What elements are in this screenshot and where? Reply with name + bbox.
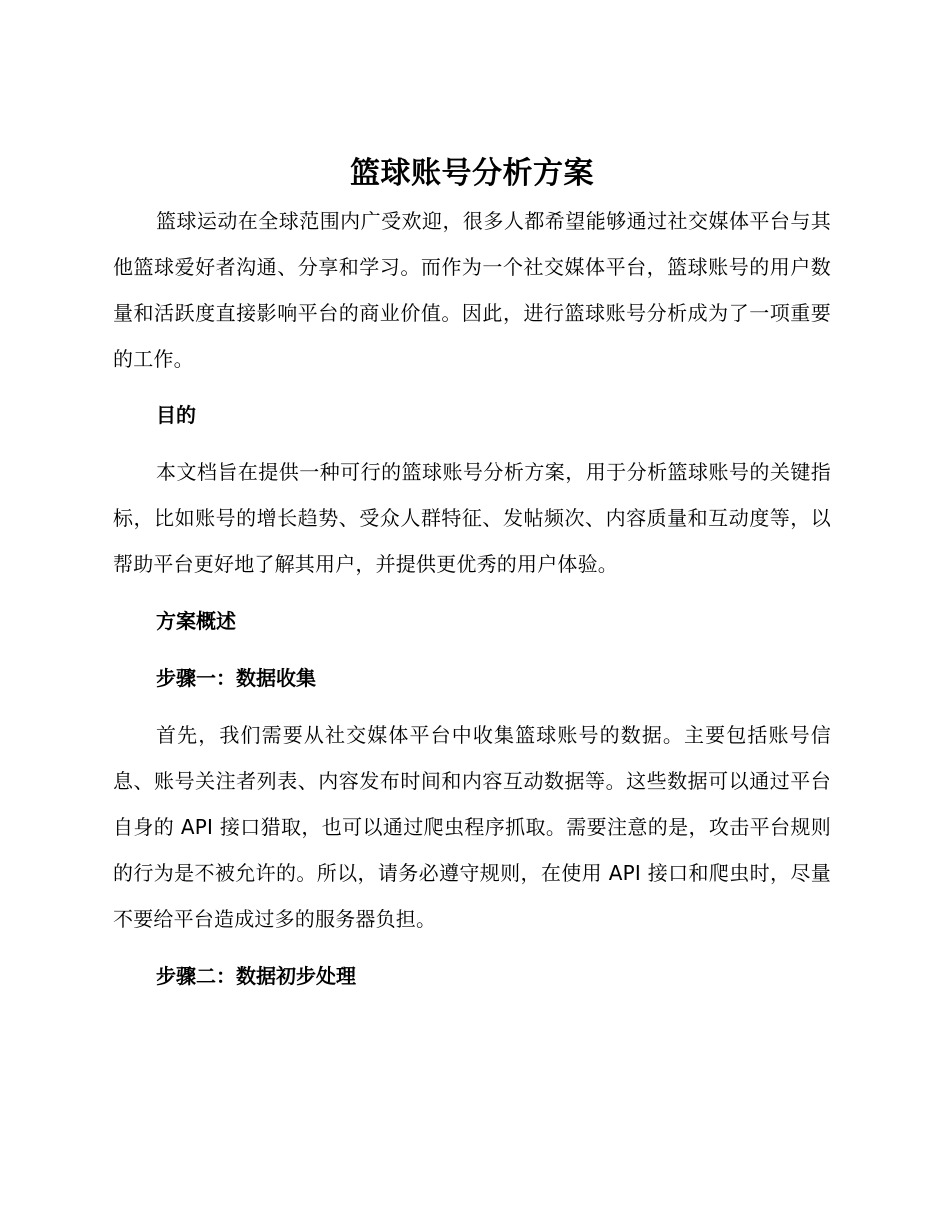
document-body — [113, 150, 831, 999]
overview-heading: 方案概述 — [156, 609, 236, 633]
spacer — [113, 644, 831, 655]
purpose-paragraph: 本文档旨在提供一种可行的篮球账号分析方案，用于分析篮球账号的关键指标，比如账号的增长趋势、受众人群特征、发帖频次、内容质量和互动度等，以帮助平台更好地了解其用户，并提供更优秀的用户体验。 — [113, 460, 831, 576]
step1-heading: 步骤一：数据收集 — [156, 666, 316, 690]
spacer — [113, 382, 831, 392]
step2-heading: 步骤二：数据初步处理 — [156, 964, 356, 988]
document-title: 篮球账号分析方案 — [350, 156, 594, 191]
step1-paragraph: 首先，我们需要从社交媒体平台中收集篮球账号的数据。主要包括账号信息、账号关注者列表、内容发布时间和内容互动数据等。这些数据可以通过平台自身的 API 接口猎取，也可以通过爬虫程序抓取。需要注意的是，攻击平台规则的行为是不被允许的。所以，请务必遵守规则，在使用 API 接口和爬虫时，尽量不要给平台造成过多的服务器负担。 — [113, 723, 831, 931]
spacer — [113, 701, 831, 712]
spacer — [113, 438, 831, 449]
spacer — [113, 942, 831, 953]
spacer — [113, 587, 831, 598]
purpose-heading: 目的 — [156, 403, 196, 427]
intro-paragraph: 篮球运动在全球范围内广受欢迎，很多人都希望能够通过社交媒体平台与其他篮球爱好者沟通、分享和学习。而作为一个社交媒体平台，篮球账号的用户数量和活跃度直接影响平台的商业价值。因此，进行篮球账号分析成为了一项重要的工作。 — [113, 209, 831, 371]
